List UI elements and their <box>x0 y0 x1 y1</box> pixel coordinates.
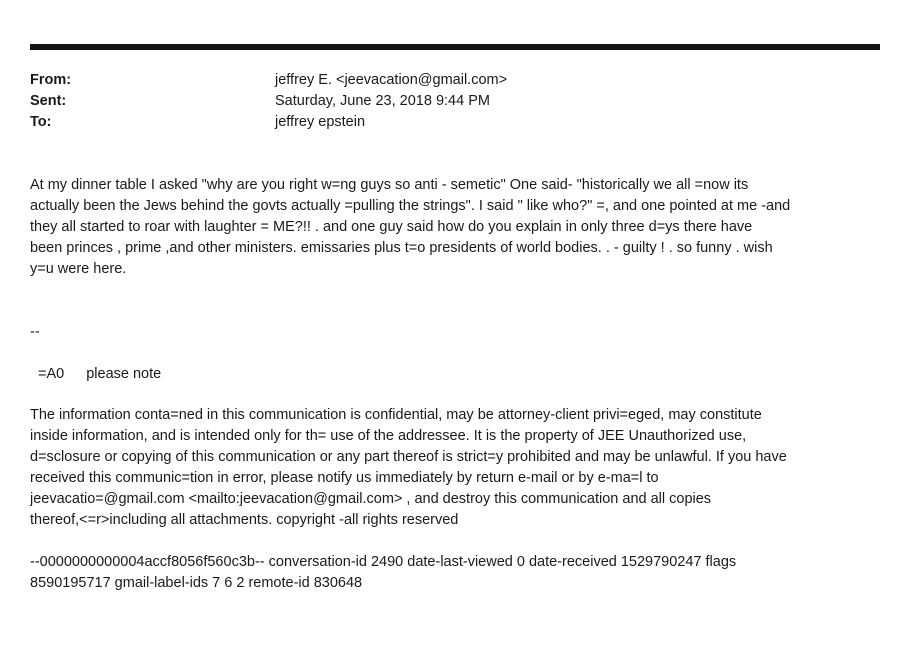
disclaimer-line: jeevacatio=@gmail.com <mailto:jeevacation@gmail.com> , and destroy this communication and all copies <box>30 491 712 507</box>
disclaimer-line: thereof,<=r>including all attachments. copyright -all rights reserved <box>30 512 459 528</box>
message-line: y=u were here. <box>30 261 127 277</box>
signature-separator <box>30 322 880 343</box>
confidentiality-disclaimer <box>30 405 880 531</box>
message-line: they all started to roar with laughter = ME?!! . and one guy said how do you explain in only three d=ys there have <box>30 219 753 235</box>
to-value: jeffrey epstein <box>275 114 366 130</box>
signature-note-line <box>38 364 888 385</box>
to-row <box>30 112 880 133</box>
disclaimer-line: d=sclosure or copying of this communication or any part thereof is strict=y prohibited and may be unlawful. If you have <box>30 449 787 465</box>
disclaimer-line: inside information, and is intended only for th= use of the addressee. It is the property of JEE Unauthorized use, <box>30 428 747 444</box>
metadata-line: --0000000000004accf8056f560c3b-- conversation-id 2490 date-last-viewed 0 date-received 1529790247 flags <box>30 554 737 570</box>
header-divider-rule <box>30 44 880 50</box>
disclaimer-line: received this communic=tion in error, please notify us immediately by return e-mail or by e-ma=l to <box>30 470 659 486</box>
signature-note <box>38 364 888 385</box>
message-line: actually been the Jews behind the govts actually =pulling the strings". I said " like who?" =, and one pointed at me -and <box>30 198 791 214</box>
from-value: jeffrey E. <jeevacation@gmail.com> <box>275 72 508 88</box>
email-header <box>30 70 880 133</box>
message-metadata <box>30 552 880 594</box>
metadata-line: 8590195717 gmail-label-ids 7 6 2 remote-id 830648 <box>30 575 363 591</box>
message-line: been princes , prime ,and other ministers. emissaries plus t=o presidents of world bodies. . - guilty ! . so funny . wish <box>30 240 773 256</box>
note-text: please note <box>86 366 162 382</box>
message-line: At my dinner table I asked "why are you right w=ng guys so anti - semetic" One said- "historically we all =now its <box>30 177 749 193</box>
note-code: =A0 <box>38 366 65 382</box>
disclaimer-line: The information conta=ned in this communication is confidential, may be attorney-client privi=eged, may constitute <box>30 407 762 423</box>
message-body <box>30 175 880 280</box>
sent-value: Saturday, June 23, 2018 9:44 PM <box>275 93 490 109</box>
sent-row <box>30 91 880 112</box>
sent-label: Sent: <box>30 93 67 109</box>
from-row <box>30 70 880 91</box>
to-label: To: <box>30 114 52 130</box>
signature-separator-text: -- <box>30 324 40 340</box>
from-label: From: <box>30 72 72 88</box>
